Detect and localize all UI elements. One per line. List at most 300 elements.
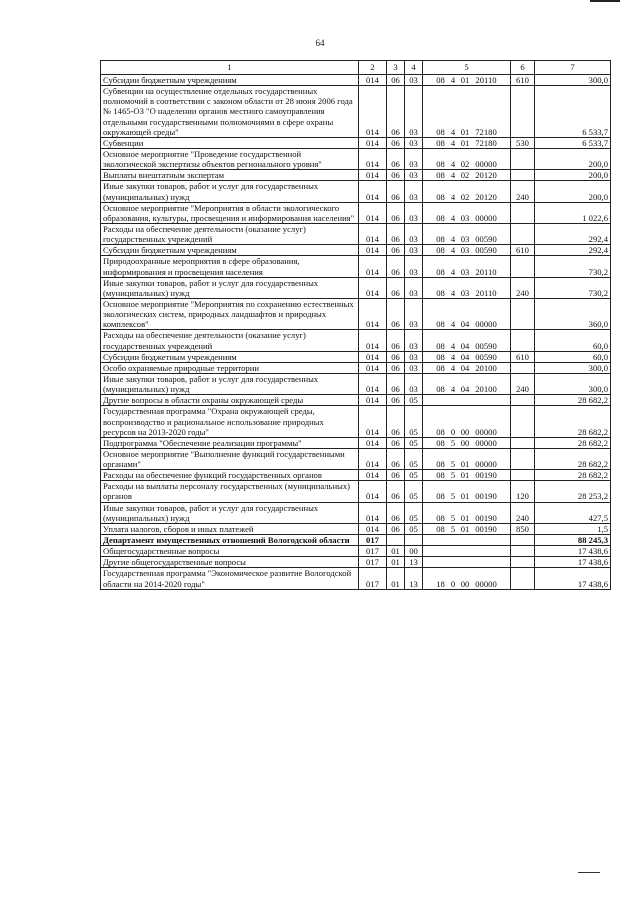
row-expense-type [511,86,535,138]
row-amount: 6 533,7 [535,137,611,148]
row-amount: 200,0 [535,181,611,202]
row-admin-code: 014 [359,481,387,502]
table-row [101,137,611,148]
row-admin-code: 014 [359,170,387,181]
row-expense-type: 120 [511,481,535,502]
row-admin-code: 014 [359,470,387,481]
target-article-part: 00590 [475,340,497,351]
row-amount: 60,0 [535,330,611,351]
target-article-part: 01 [460,491,470,502]
row-admin-code: 014 [359,351,387,362]
row-target-article [423,256,511,277]
row-admin-code: 014 [359,502,387,523]
row-name: Иные закупки товаров, работ и услуг для государственных (муниципальных) нужд [101,181,359,202]
row-target-article [423,277,511,298]
header-col-5: 5 [423,61,511,75]
row-name: Субвенции [101,137,359,148]
table-row [101,298,611,329]
row-section: 06 [387,256,405,277]
target-article-part: 08 [436,287,445,298]
table-row [101,330,611,351]
target-article-part: 4 [450,287,456,298]
row-amount: 28 682,2 [535,470,611,481]
row-section: 06 [387,202,405,223]
row-expense-type [511,535,535,546]
target-article-part: 01 [460,126,470,137]
row-amount: 17 438,6 [535,546,611,557]
row-name: Субвенции на осуществление отдельных государственных полномочий в соответствии с законом области от 28 июня 2006 года № 1465-ОЗ "О наделении органов местного самоуправления отдельными государственными полномочиями в сфере охраны окружающей среды" [101,86,359,138]
row-name: Особо охраняемые природные территории [101,362,359,373]
row-admin-code: 014 [359,223,387,244]
table-row [101,406,611,437]
target-article-part: 4 [450,266,456,277]
target-article-part: 00000 [475,319,497,330]
target-article-part: 18 [436,578,445,589]
target-article-part: 08 [436,384,445,395]
row-subsection: 05 [405,406,423,437]
row-target-article [423,362,511,373]
target-article-part: 4 [450,351,456,362]
target-article-part: 08 [436,491,445,502]
target-article-part: 08 [436,523,445,534]
row-subsection: 03 [405,148,423,169]
row-expense-type: 850 [511,523,535,534]
row-section: 06 [387,86,405,138]
table-row [101,568,611,589]
target-article-part: 02 [460,159,470,170]
target-article-part: 00590 [475,234,497,245]
row-section: 06 [387,75,405,86]
row-section: 06 [387,470,405,481]
row-name: Общегосударственные вопросы [101,546,359,557]
row-name: Природоохранные мероприятия в сфере образования, информирования и просвещения населения [101,256,359,277]
row-admin-code: 014 [359,137,387,148]
bottom-mark [578,872,600,875]
row-target-article [423,330,511,351]
row-target-article [423,448,511,469]
target-article-part: 08 [436,319,445,330]
target-article-part: 01 [460,459,470,470]
target-article-part: 00190 [475,491,497,502]
row-admin-code: 014 [359,148,387,169]
row-section: 06 [387,448,405,469]
row-expense-type [511,202,535,223]
row-amount: 88 245,3 [535,535,611,546]
row-admin-code: 014 [359,395,387,406]
row-target-article [423,202,511,223]
target-article-part: 5 [450,470,456,481]
target-article-part: 08 [436,126,445,137]
target-article-part: 4 [450,75,456,85]
row-name: Другие общегосударственные вопросы [101,557,359,568]
row-admin-code: 014 [359,245,387,256]
row-expense-type: 610 [511,75,535,86]
table-row [101,351,611,362]
target-article-part: 00 [460,437,470,448]
row-admin-code: 014 [359,523,387,534]
target-article-part: 03 [460,234,470,245]
target-article-part: 00190 [475,523,497,534]
row-amount: 28 253,2 [535,481,611,502]
row-expense-type: 240 [511,277,535,298]
header-col-2: 2 [359,61,387,75]
target-article-part: 08 [436,266,445,277]
target-article-part: 08 [436,459,445,470]
row-admin-code: 014 [359,330,387,351]
row-amount: 300,0 [535,373,611,394]
target-article-part: 08 [436,362,445,373]
row-subsection: 00 [405,546,423,557]
row-amount: 300,0 [535,75,611,86]
target-article-part: 20120 [475,191,497,202]
row-target-article [423,481,511,502]
row-name: Расходы на обеспечение деятельности (оказание услуг) государственных учреждений [101,330,359,351]
row-subsection: 03 [405,86,423,138]
row-amount: 28 682,2 [535,437,611,448]
row-section: 06 [387,245,405,256]
row-section: 06 [387,373,405,394]
target-article-part: 5 [450,523,456,534]
table-row [101,148,611,169]
row-subsection: 05 [405,470,423,481]
table-row [101,546,611,557]
row-expense-type: 610 [511,245,535,256]
row-section: 01 [387,557,405,568]
target-article-part: 20120 [475,170,497,181]
table-row [101,481,611,502]
row-name: Другие вопросы в области охраны окружающей среды [101,395,359,406]
row-subsection: 03 [405,245,423,256]
target-article-part: 08 [436,340,445,351]
target-article-part: 4 [450,234,456,245]
target-article-part: 04 [460,362,470,373]
row-target-article [423,181,511,202]
row-expense-type [511,362,535,373]
row-amount: 28 682,2 [535,395,611,406]
row-name: Основное мероприятие "Выполнение функций государственными органами" [101,448,359,469]
row-subsection: 03 [405,373,423,394]
row-expense-type: 240 [511,181,535,202]
row-expense-type [511,437,535,448]
row-section: 06 [387,148,405,169]
target-article-part: 08 [436,437,445,448]
target-article-part: 5 [450,512,456,523]
row-target-article [423,86,511,138]
row-subsection: 03 [405,256,423,277]
row-name: Основное мероприятие "Мероприятия по сохранению естественных экологических систем, природных ландшафтов и природных комплексов" [101,298,359,329]
table-row [101,523,611,534]
row-section: 06 [387,223,405,244]
row-section: 06 [387,181,405,202]
row-section: 06 [387,395,405,406]
table-row [101,362,611,373]
row-expense-type [511,568,535,589]
target-article-part: 5 [450,459,456,470]
row-subsection: 03 [405,362,423,373]
row-subsection: 05 [405,448,423,469]
row-target-article [423,437,511,448]
table-row [101,75,611,86]
target-article-part: 00590 [475,245,497,256]
header-col-1: 1 [101,61,359,75]
table-row [101,470,611,481]
target-article-part: 0 [450,578,456,589]
target-article-part: 4 [450,362,456,373]
target-article-part: 04 [460,340,470,351]
row-admin-code: 014 [359,86,387,138]
target-article-part: 20110 [475,266,497,277]
row-target-article [423,223,511,244]
table-row [101,373,611,394]
target-article-part: 4 [450,384,456,395]
row-name: Государственная программа "Экономическое развитие Вологодской области на 2014-2020 годы" [101,568,359,589]
header-col-6: 6 [511,61,535,75]
corner-mark [590,0,620,5]
row-amount: 200,0 [535,148,611,169]
row-expense-type [511,546,535,557]
row-target-article [423,170,511,181]
target-article-part: 01 [460,137,470,148]
row-admin-code: 014 [359,181,387,202]
row-target-article [423,148,511,169]
row-subsection: 03 [405,170,423,181]
row-subsection: 03 [405,277,423,298]
row-admin-code: 014 [359,298,387,329]
target-article-part: 04 [460,351,470,362]
row-name: Расходы на обеспечение деятельности (оказание услуг) государственных учреждений [101,223,359,244]
target-article-part: 08 [436,245,445,256]
row-section: 06 [387,502,405,523]
row-expense-type: 530 [511,137,535,148]
row-target-article [423,535,511,546]
row-admin-code: 014 [359,406,387,437]
target-article-part: 00000 [475,212,497,223]
target-article-part: 00590 [475,351,497,362]
row-name: Основное мероприятие "Мероприятия в области экологического образования, культуры, просвещения и информирования населения" [101,202,359,223]
target-article-part: 4 [450,245,456,256]
row-name: Иные закупки товаров, работ и услуг для государственных (муниципальных) нужд [101,502,359,523]
row-admin-code: 014 [359,202,387,223]
row-name: Основное мероприятие "Проведение государственной экологической экспертизы объектов регионального уровня" [101,148,359,169]
row-name: Подпрограмма "Обеспечение реализации программы" [101,437,359,448]
row-subsection: 03 [405,137,423,148]
target-article-part: 04 [460,319,470,330]
row-target-article [423,502,511,523]
row-admin-code: 017 [359,535,387,546]
target-article-part: 08 [436,351,445,362]
table-row [101,256,611,277]
target-article-part: 00 [460,578,470,589]
row-admin-code: 014 [359,437,387,448]
row-admin-code: 014 [359,373,387,394]
row-name: Выплаты внештатным экспертам [101,170,359,181]
table-row [101,437,611,448]
table-row [101,245,611,256]
row-expense-type: 610 [511,351,535,362]
row-expense-type [511,148,535,169]
header-col-4: 4 [405,61,423,75]
row-admin-code: 017 [359,568,387,589]
row-subsection: 13 [405,568,423,589]
row-section: 06 [387,406,405,437]
row-subsection: 03 [405,75,423,86]
target-article-part: 08 [436,170,445,181]
row-expense-type [511,406,535,437]
row-amount: 292,4 [535,223,611,244]
row-target-article [423,546,511,557]
row-target-article [423,557,511,568]
row-amount: 17 438,6 [535,568,611,589]
row-amount: 28 682,2 [535,406,611,437]
row-admin-code: 014 [359,256,387,277]
row-name: Субсидии бюджетным учреждениям [101,245,359,256]
row-target-article [423,75,511,86]
target-article-part: 08 [436,75,445,85]
row-section: 01 [387,546,405,557]
target-article-part: 00190 [475,512,497,523]
target-article-part: 01 [460,470,470,481]
row-amount: 6 533,7 [535,86,611,138]
row-admin-code: 017 [359,557,387,568]
row-section: 06 [387,137,405,148]
row-subsection: 03 [405,181,423,202]
target-article-part: 03 [460,287,470,298]
row-expense-type [511,470,535,481]
target-article-part: 08 [436,212,445,223]
table-row [101,557,611,568]
row-section: 06 [387,437,405,448]
row-subsection: 03 [405,223,423,244]
row-target-article [423,523,511,534]
row-amount: 60,0 [535,351,611,362]
row-amount: 1,5 [535,523,611,534]
row-subsection: 13 [405,557,423,568]
row-target-article [423,395,511,406]
target-article-part: 08 [436,234,445,245]
target-article-part: 08 [436,470,445,481]
target-article-part: 4 [450,340,456,351]
target-article-part: 08 [436,512,445,523]
budget-table [100,60,611,590]
row-target-article [423,406,511,437]
table-row [101,181,611,202]
row-target-article [423,245,511,256]
page-number: 64 [315,38,325,48]
row-admin-code: 014 [359,75,387,86]
target-article-part: 02 [460,170,470,181]
row-amount: 300,0 [535,362,611,373]
table-row [101,448,611,469]
row-subsection: 05 [405,502,423,523]
row-target-article [423,298,511,329]
target-article-part: 20100 [475,362,497,373]
target-article-part: 00000 [475,159,497,170]
table-row [101,202,611,223]
target-article-part: 08 [436,191,445,202]
row-section [387,535,405,546]
target-article-part: 01 [460,523,470,534]
target-article-part: 03 [460,245,470,256]
table-row [101,395,611,406]
row-expense-type [511,448,535,469]
row-section: 06 [387,330,405,351]
target-article-part: 5 [450,437,456,448]
row-amount: 427,5 [535,502,611,523]
row-expense-type: 240 [511,373,535,394]
table-row [101,170,611,181]
row-subsection: 05 [405,481,423,502]
target-article-part: 4 [450,212,456,223]
row-amount: 360,0 [535,298,611,329]
row-amount: 730,2 [535,256,611,277]
table-row [101,277,611,298]
target-article-part: 03 [460,212,470,223]
target-article-part: 04 [460,384,470,395]
target-article-part: 20110 [475,75,497,85]
target-article-part: 4 [450,319,456,330]
target-article-part: 5 [450,491,456,502]
row-section: 06 [387,277,405,298]
table-row [101,535,611,546]
row-section: 06 [387,170,405,181]
row-section: 06 [387,523,405,534]
header-row [101,61,611,75]
row-name: Уплата налогов, сборов и иных платежей [101,523,359,534]
row-expense-type [511,395,535,406]
target-article-part: 03 [460,266,470,277]
header-col-3: 3 [387,61,405,75]
row-name: Расходы на выплаты персоналу государственных (муниципальных) органов [101,481,359,502]
row-section: 06 [387,298,405,329]
row-subsection [405,535,423,546]
row-expense-type [511,170,535,181]
target-article-part: 01 [460,512,470,523]
target-article-part: 08 [436,137,445,148]
row-amount: 730,2 [535,277,611,298]
row-target-article [423,568,511,589]
row-expense-type [511,298,535,329]
row-name: Расходы на обеспечение функций государственных органов [101,470,359,481]
row-subsection: 03 [405,330,423,351]
row-subsection: 05 [405,437,423,448]
target-article-part: 00000 [475,578,497,589]
row-name: Иные закупки товаров, работ и услуг для государственных (муниципальных) нужд [101,277,359,298]
table-row [101,86,611,138]
row-amount: 292,4 [535,245,611,256]
row-expense-type [511,256,535,277]
row-section: 06 [387,362,405,373]
table-row [101,502,611,523]
table-row [101,223,611,244]
row-name: Департамент имущественных отношений Вологодской области [101,535,359,546]
target-article-part: 00000 [475,459,497,470]
row-subsection: 03 [405,351,423,362]
header-col-7: 7 [535,61,611,75]
row-expense-type [511,557,535,568]
row-section: 06 [387,481,405,502]
row-target-article [423,351,511,362]
row-name: Иные закупки товаров, работ и услуг для государственных (муниципальных) нужд [101,373,359,394]
row-subsection: 05 [405,523,423,534]
row-name: Государственная программа "Охрана окружающей среды, воспроизводство и рациональное использование природных ресурсов на 2013-2020 годы" [101,406,359,437]
target-article-part: 08 [436,159,445,170]
row-expense-type: 240 [511,502,535,523]
target-article-part: 72180 [475,137,497,148]
row-name: Субсидии бюджетным учреждениям [101,351,359,362]
target-article-part: 20110 [475,287,497,298]
target-article-part: 0 [450,426,456,437]
row-subsection: 05 [405,395,423,406]
